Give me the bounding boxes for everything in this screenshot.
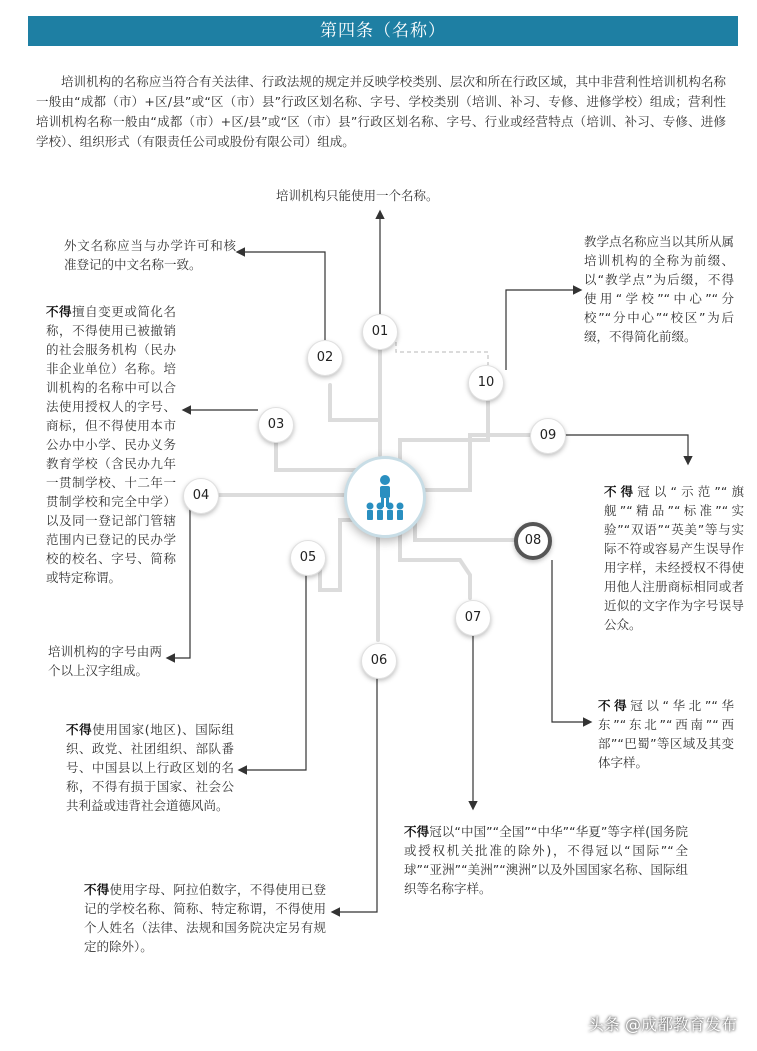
node-02: 02 <box>307 340 343 376</box>
node-07: 07 <box>455 600 491 636</box>
note-09 <box>604 482 744 634</box>
note-03 <box>46 302 176 587</box>
note-05-bold: 不得 <box>66 722 93 737</box>
note-04-text: 培训机构的字号由两个以上汉字组成。 <box>48 644 162 678</box>
node-06: 06 <box>361 643 397 679</box>
note-02-text: 外文名称应当与办学许可和核准登记的中文名称一致。 <box>64 238 236 272</box>
node-01: 01 <box>362 314 398 350</box>
note-08 <box>598 696 734 772</box>
note-08-bold: 不得 <box>598 698 631 713</box>
hub-people-icon <box>344 456 426 538</box>
intro-paragraph: 培训机构的名称应当符合有关法律、行政法规的规定并反映学校类别、层次和所在行政区域，其中非营利性培训机构名称一般由“成都（市）+区/县”或“区（市）县”行政区划名称、字号、学校类别（培训、补习、专修、进修学校）组成；营利性培训机构名称一般由“成都（市）+区/县”或“区（市）县”行政区划名称、字号、行业或经营特点（培训、补习、专修、进修学校）、组织形式（有限责任公司或股份有限公司）组成。 <box>36 74 726 149</box>
note-07-text: 冠以“中国”“全国”“中华”“华夏”等字样(国务院或授权机关批准的除外)，不得冠以“国际”“全球”“亚洲”“美洲”“澳洲”以及外国国家名称、国际组织等名称字样。 <box>404 824 688 896</box>
note-07-bold: 不得 <box>404 824 430 839</box>
note-07 <box>404 822 688 898</box>
note-06 <box>84 880 326 956</box>
note-01 <box>276 186 476 205</box>
node-09: 09 <box>530 418 566 454</box>
note-10-text: 教学点名称应当以其所从属培训机构的全称为前缀、以“教学点”为后缀，不得使用“学校”“中心”“分校”“分中心”“校区”为后缀，不得简化前缀。 <box>584 234 735 344</box>
node-10: 10 <box>468 365 504 401</box>
note-03-bold: 不得 <box>46 304 73 319</box>
note-04 <box>48 642 162 680</box>
note-05-text: 使用国家(地区)、国际组织、政党、社团组织、部队番号、中国县以上行政区划的名称，不得有损于国家、社会公共利益或违背社会道德风尚。 <box>66 722 234 813</box>
node-05: 05 <box>290 540 326 576</box>
node-03: 03 <box>258 407 294 443</box>
note-02 <box>64 236 236 274</box>
node-08: 08 <box>514 522 552 560</box>
section-title: 第四条（名称） <box>28 16 738 46</box>
note-05 <box>66 720 234 815</box>
note-09-bold: 不得 <box>604 484 638 499</box>
note-01-text: 培训机构只能使用一个名称。 <box>276 188 439 203</box>
note-06-text: 使用字母、阿拉伯数字，不得使用已登记的学校名称、简称、特定称谓，不得使用个人姓名（法律、法规和国务院决定另有规定的除外）。 <box>84 882 326 954</box>
note-08-text: 冠以“华北”“华东”“东北”“西南”“西部”“巴蜀”等区域及其变体字样。 <box>598 698 734 770</box>
note-03-text: 擅自变更或简化名称，不得使用已被撤销的社会服务机构（民办非企业单位）名称。培训机构的名称中可以合法使用授权人的字号、商标，但不得使用本市公办中小学、民办义务教育学校（含民办九年一贯制学校、十二年一贯制学校和完全中学）以及同一登记部门管辖范围内已登记的民办学校的校名、字号、简称或特定称谓。 <box>46 304 176 585</box>
note-09-text: 冠以“示范”“旗舰”“精品”“标准”“实验”“双语”“英美”等与实际不符或容易产生误导作用字样，未经授权不得使用他人注册商标相同或者近似的文字作为字号误导公众。 <box>604 484 744 632</box>
note-10 <box>584 232 734 346</box>
node-04: 04 <box>183 478 219 514</box>
watermark: 头条 @成都教育发布 <box>587 1015 737 1034</box>
note-06-bold: 不得 <box>84 882 110 897</box>
